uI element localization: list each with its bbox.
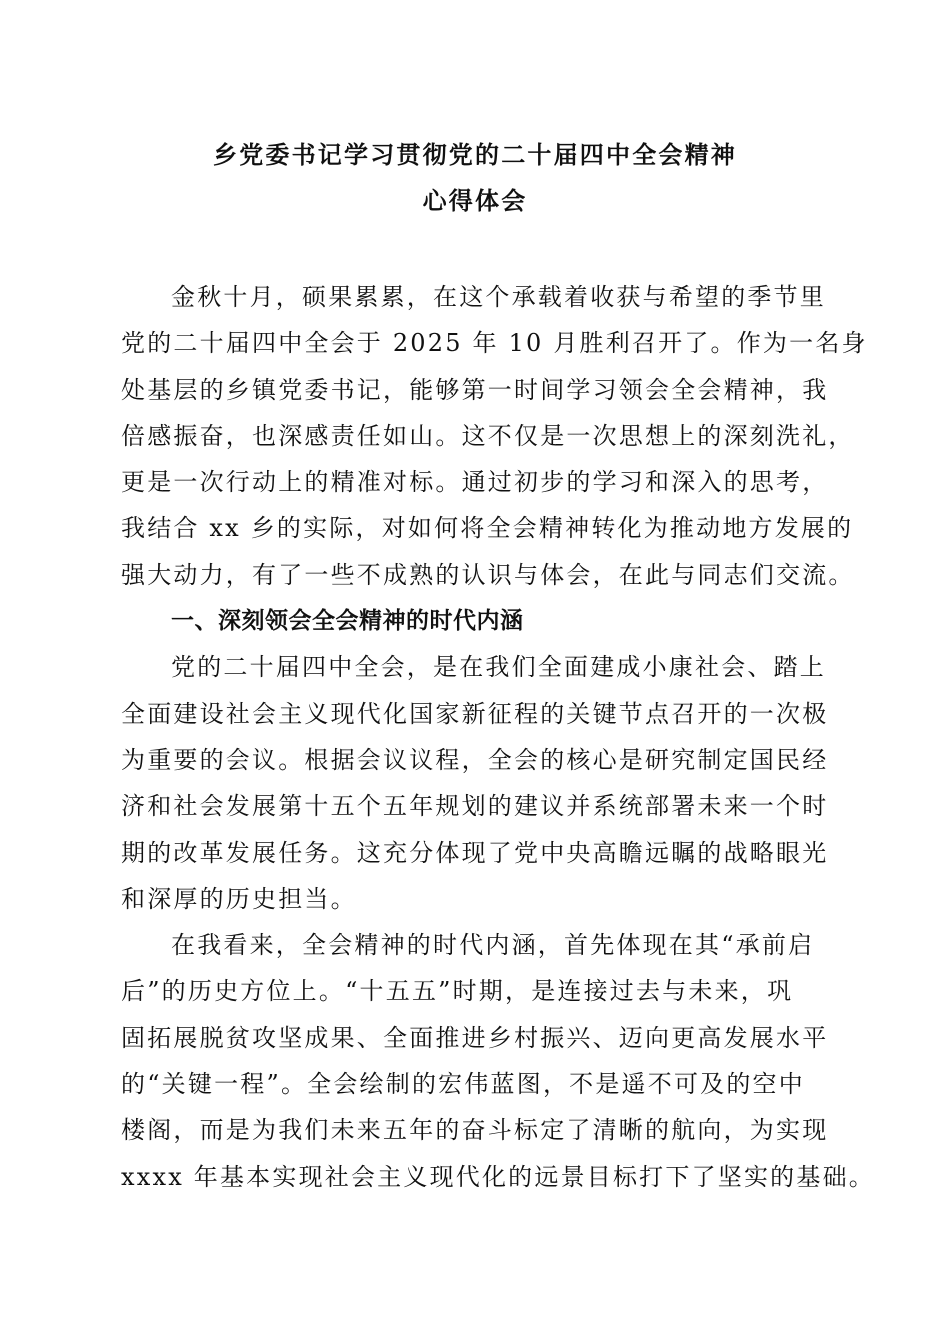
document-title	[100, 132, 850, 225]
paragraph-line: 楼阁，而是为我们未来五年的奋斗标定了清晰的航向，为实现	[121, 1116, 829, 1145]
paragraph-line: 党的二十届四中全会于 2025 年 10 月胜利召开了。作为一名身	[121, 329, 868, 358]
paragraph-line: 我结合 xx 乡的实际，对如何将全会精神转化为推动地方发展的	[121, 514, 854, 543]
paragraph-line: 在我看来，全会精神的时代内涵，首先体现在其“承前启	[171, 931, 815, 960]
paragraph-line: 和深厚的历史担当。	[121, 884, 357, 913]
paragraph-line: 更是一次行动上的精准对标。通过初步的学习和深入的思考，	[121, 468, 829, 497]
paragraph-line: 党的二十届四中全会，是在我们全面建成小康社会、踏上	[171, 653, 826, 682]
paragraph-line: 全面建设社会主义现代化国家新征程的关键节点召开的一次极	[121, 699, 829, 728]
paragraph-line: 济和社会发展第十五个五年规划的建议并系统部署未来一个时	[121, 792, 829, 821]
paragraph-line: 的“关键一程”。全会绘制的宏伟蓝图，不是遥不可及的空中	[121, 1070, 805, 1099]
paragraph-2	[121, 644, 829, 922]
paragraph-line: 后”的历史方位上。“十五五”时期，是连接过去与未来，巩	[121, 977, 794, 1006]
paragraph-line: xxxx 年基本实现社会主义现代化的远景目标打下了坚实的基础。	[121, 1162, 875, 1191]
document-body	[121, 274, 875, 1200]
paragraph-line: 为重要的会议。根据会议议程，全会的核心是研究制定国民经	[121, 745, 829, 774]
paragraph-line: 金秋十月，硕果累累，在这个承载着收获与希望的季节里	[171, 283, 826, 311]
paragraph-line: 倍感振奋，也深感责任如山。这不仅是一次思想上的深刻洗礼，	[121, 421, 855, 450]
paragraph-3	[121, 922, 875, 1200]
title-line: 乡党委书记学习贯彻党的二十届四中全会精神	[213, 141, 737, 169]
paragraph-line: 强大动力，有了一些不成熟的认识与体会，在此与同志们交流。	[121, 560, 855, 589]
paragraph-1	[121, 274, 868, 598]
section-heading: 一、深刻领会全会精神的时代内涵	[171, 608, 524, 635]
paragraph-line: 处基层的乡镇党委书记，能够第一时间学习领会全会精神，我	[121, 375, 829, 404]
paragraph-line: 期的改革发展任务。这充分体现了党中央高瞻远瞩的战略眼光	[121, 838, 829, 867]
paragraph-line: 固拓展脱贫攻坚成果、全面推进乡村振兴、迈向更高发展水平	[121, 1023, 829, 1052]
title-line: 心得体会	[422, 187, 528, 216]
